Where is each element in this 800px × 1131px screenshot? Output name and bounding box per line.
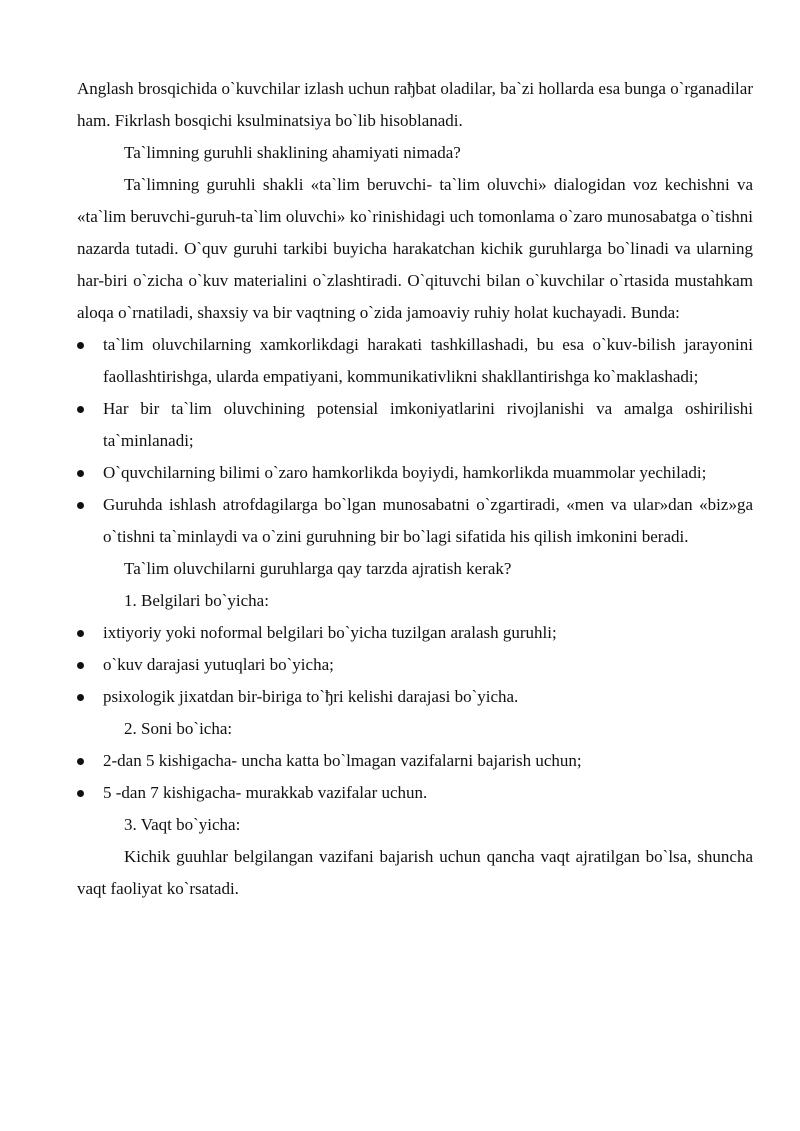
list-item: 5 -dan 7 kishigacha- murakkab vazifalar uchun.: [77, 777, 753, 809]
subheading-time: 3. Vaqt bo`yicha:: [124, 815, 241, 834]
bullet-icon: [77, 406, 84, 413]
benefits-list: [77, 329, 753, 553]
paragraph-group-form: Ta`limning guruhli shakli «ta`lim beruvchi- ta`lim oluvchi» dialogidan voz kechishni va «ta`lim beruvchi-guruh-ta`lim oluvchi» ko`rinishidagi uch tomonlama o`zaro munosabatga o`tishni nazarda tutadi. O`quv guruhi tarkibi buyicha harakatchan kichik guruhlarga bo`linadi va ularning har-biri o`zicha o`kuv materialini o`zlashtiradi. O`qituvchi bilan o`kuvchilar o`rtasida mustahkam aloqa o`rnatiladi, shaxsiy va bir vaqtning o`zida jamoaviy ruhiy holat kuchayadi. Bunda:: [77, 175, 753, 322]
bullet-icon: [77, 694, 84, 701]
list-item: Har bir ta`lim oluvchining potensial imkoniyatlarini rivojlanishi va amalga oshirilishi ta`minlanadi;: [77, 393, 753, 457]
list-item: ta`lim oluvchilarning xamkorlikdagi harakati tashkillashadi, bu esa o`kuv-bilish jarayonini faollashtirishga, ularda empatiyani, kommunikativlikni shakllantirishga ko`maklashadi;: [77, 329, 753, 393]
bullet-icon: [77, 790, 84, 797]
list-item: O`quvchilarning bilimi o`zaro hamkorlikda boyiydi, hamkorlikda muammolar yechiladi;: [77, 457, 753, 489]
bullet-icon: [77, 502, 84, 509]
question-heading-1: Ta`limning guruhli shaklining ahamiyati nimada?: [124, 143, 461, 162]
bullet-icon: [77, 662, 84, 669]
subheading-count: 2. Soni bo`icha:: [124, 719, 233, 738]
question-heading-2: Ta`lim oluvchilarni guruhlarga qay tarzda ajratish kerak?: [124, 559, 512, 578]
list-item: ixtiyoriy yoki noformal belgilari bo`yicha tuzilgan aralash guruhli;: [77, 617, 753, 649]
paragraph-intro: Anglash brosqichida o`kuvchilar izlash uchun raђbat oladilar, ba`zi hollarda esa bunga o`rganadilar ham. Fikrlash bosqichi ksulminatsiya bo`lib hisoblanadi.: [77, 79, 753, 130]
bullet-icon: [77, 630, 84, 637]
list-item: o`kuv darajasi yutuqlari bo`yicha;: [77, 649, 753, 681]
count-list: [77, 745, 753, 809]
bullet-icon: [77, 470, 84, 477]
bullet-icon: [77, 758, 84, 765]
list-item: Guruhda ishlash atrofdagilarga bo`lgan munosabatni o`zgartiradi, «men va ular»dan «biz»ga o`tishni ta`minlaydi va o`zini guruhning bir bo`lagi sifatida his qilish imkonini beradi.: [77, 489, 753, 553]
document-page: [77, 73, 753, 905]
list-item: psixologik jixatdan bir-biriga to`ђri kelishi darajasi bo`yicha.: [77, 681, 753, 713]
criteria-list: [77, 617, 753, 713]
paragraph-conclusion: Kichik guuhlar belgilangan vazifani bajarish uchun qancha vaqt ajratilgan bo`lsa, shuncha vaqt faoliyat ko`rsatadi.: [77, 847, 753, 898]
subheading-criteria: 1. Belgilari bo`yicha:: [124, 591, 269, 610]
bullet-icon: [77, 342, 84, 349]
list-item: 2-dan 5 kishigacha- uncha katta bo`lmagan vazifalarni bajarish uchun;: [77, 745, 753, 777]
